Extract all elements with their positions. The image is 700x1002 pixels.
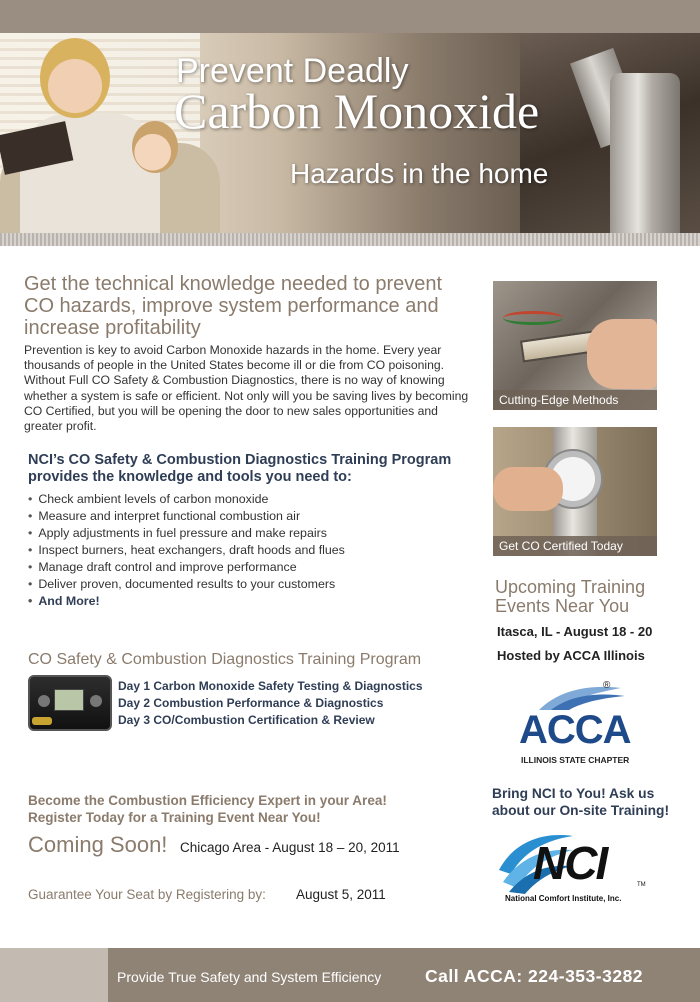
coming-soon-label: Coming Soon! [28,832,168,857]
photo-wires [503,311,563,325]
analyzer-dial-left [38,695,50,707]
combustion-analyzer-image [28,675,112,731]
cutting-edge-photo [493,281,657,410]
photo-hand [587,319,657,389]
photo-caption: Get CO Certified Today [493,536,657,556]
upcoming-line2: Events Near You [495,596,630,616]
analyzer-screen [54,689,84,711]
program-title: CO Safety & Combustion Diagnostics Training Program [28,651,422,668]
list-item-more: • And More! [28,593,468,610]
hero-vent-pipe [610,73,680,233]
list-item: • Apply adjustments in fuel pressure and make repairs [28,525,468,542]
list-item: • Check ambient levels of carbon monoxide [28,491,468,508]
guarantee-label: Guarantee Your Seat by Registering by: [28,887,266,902]
nci-logo-text: NCI [533,837,607,889]
day-item: Day 3 CO/Combustion Certification & Review [118,713,375,727]
hero-title-line3: Hazards in the home [290,158,549,189]
list-item: • Inspect burners, heat exchangers, draft hoods and flues [28,542,468,559]
program-days [118,678,423,729]
hero-vent-background [520,33,700,233]
upcoming-events-heading [495,578,645,616]
footer-phone: Call ACCA: 224-353-3282 [425,966,644,986]
list-item: • Deliver proven, documented results to your customers [28,576,468,593]
day-item: Day 2 Combustion Performance & Diagnostics [118,696,384,710]
list-item: • Measure and interpret functional combustion air [28,508,468,525]
day-item: Day 1 Carbon Monoxide Safety Testing & Diagnostics [118,679,423,693]
acca-logo-text: ACCA [519,708,631,752]
event-host: Hosted by ACCA Illinois [497,648,645,663]
coming-soon-detail: Chicago Area - August 18 – 20, 2011 [180,840,400,855]
bring-line1: Bring NCI to You! Ask us [492,786,655,801]
become-expert-text [28,792,387,826]
analyzer-dial-right [90,695,102,707]
photo-caption: Cutting-Edge Methods [493,390,657,410]
intro-body: Prevention is key to avoid Carbon Monoxide hazards in the home. Every year thousands of people in the United States become ill or die from CO poisoning. Without Full CO Safety & Combustion Diagnostics, there is no way of knowing whether a system is safe or efficient. Not only will you be saving lives by becoming CO Certified, but you will be opening the door to new sales opportunities and greater profit. [24,343,469,434]
onsite-training-text [492,785,669,819]
upcoming-line1: Upcoming Training [495,577,646,597]
program-heading: NCI’s CO Safety & Combustion Diagnostics Training Program provides the knowledge and tools you need to: [28,452,452,485]
top-bar [0,0,700,33]
bring-line2: about our On-site Training! [492,803,670,818]
nci-logo-subtitle: National Comfort Institute, Inc. [505,894,622,903]
nci-logo [495,826,670,906]
guarantee-date: August 5, 2011 [296,887,386,902]
footer-tagline: Provide True Safety and System Efficiency [117,969,382,985]
acca-registered-mark: ® [603,680,611,691]
intro-headline: Get the technical knowledge needed to prevent CO hazards, improve system performance and increase profitability [24,273,443,339]
hero-title-line1: Prevent Deadly [176,52,409,90]
hero-divider-stripe [0,233,700,246]
become-line1: Become the Combustion Efficiency Expert in your Area! [28,793,387,808]
analyzer-connector [32,717,52,725]
acca-logo-subtitle: ILLINOIS STATE CHAPTER [521,755,630,765]
skills-list [28,491,468,610]
become-line2: Register Today for a Training Event Near You! [28,810,321,825]
event-location: Itasca, IL - August 18 - 20 [497,624,653,639]
hero-child-head [132,121,178,173]
co-certified-photo [493,427,657,556]
acca-logo [515,676,645,768]
photo-arm [493,467,563,511]
hero-title-line2: Carbon Monoxide [174,83,540,139]
hero-woman-head [40,38,110,118]
nci-trademark: TM [637,882,646,888]
list-item: • Manage draft control and improve performance [28,559,468,576]
